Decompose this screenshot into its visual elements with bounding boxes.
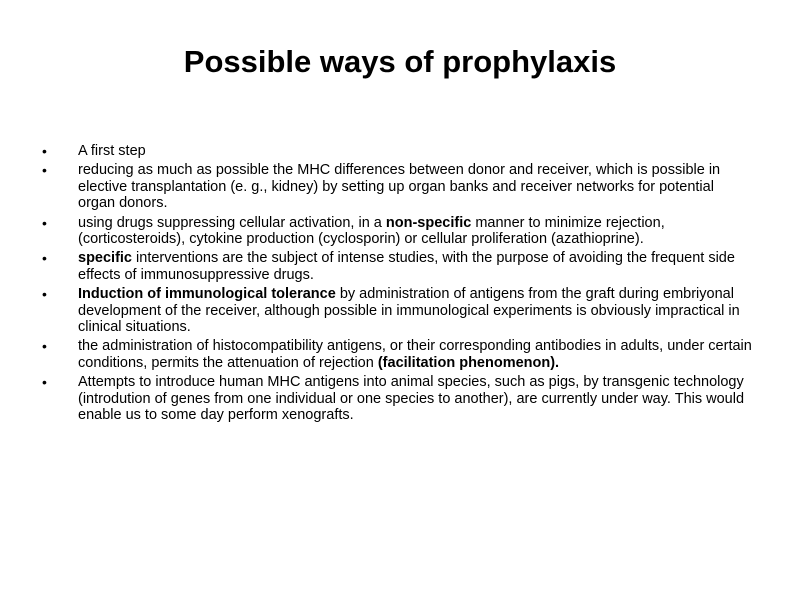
bullet-text-emphasis: non-specific: [385, 214, 472, 231]
bullet-marker: •: [42, 338, 47, 355]
bullet-text: A first step: [78, 143, 146, 159]
bullet-text: the administration of histocompatibility antigens, or their corresponding antibodies in adults, under certain conditions, permits the attenuation of rejection: [78, 338, 752, 371]
bullet-marker: •: [42, 250, 47, 267]
bullet-list: [40, 143, 752, 427]
bullet-marker: •: [42, 374, 47, 391]
bullet-text: interventions are the subject of intense studies, with the purpose of avoiding the frequent side effects of immunosuppressive drugs.: [78, 250, 735, 283]
bullet-text-emphasis: (facilitation phenomenon).: [377, 354, 560, 371]
bullet-item: [40, 250, 752, 283]
bullet-item: [40, 143, 752, 159]
bullet-text-emphasis: specific: [78, 250, 132, 267]
bullet-item: [40, 338, 752, 371]
bullet-item: [40, 374, 752, 423]
bullet-marker: •: [42, 143, 47, 159]
bullet-item: [40, 162, 752, 211]
bullet-text: Attempts to introduce human MHC antigens into animal species, such as pigs, by transgenic technology (introdution of genes from one individual or one species to another), are currently under way. This would enable us to some day perform xenografts.: [78, 374, 745, 424]
bullet-text: manner to minimize rejection, (corticosteroids), cytokine production (cyclosporin) or cellular proliferation (azathioprine).: [78, 214, 665, 248]
bullet-text: using drugs suppressing cellular activation, in a: [78, 214, 386, 231]
bullet-marker: •: [42, 214, 47, 231]
bullet-text: reducing as much as possible the MHC differences between donor and receiver, which is possible in elective transplantation (e. g., kidney) by setting up organ banks and receiver networks for potential organ donors.: [78, 162, 721, 212]
bullet-item: [40, 215, 752, 248]
slide-title: Possible ways of prophylaxis: [183, 44, 617, 79]
bullet-marker: •: [42, 162, 47, 179]
bullet-text-emphasis: Induction of immunological tolerance: [78, 286, 336, 303]
bullet-item: [40, 286, 752, 335]
bullet-marker: •: [42, 286, 47, 303]
bullet-text: by administration of antigens from the graft during embriyonal development of the receiver, although possible in immunological experiments is obviously impractical in clinical situations.: [78, 286, 740, 336]
